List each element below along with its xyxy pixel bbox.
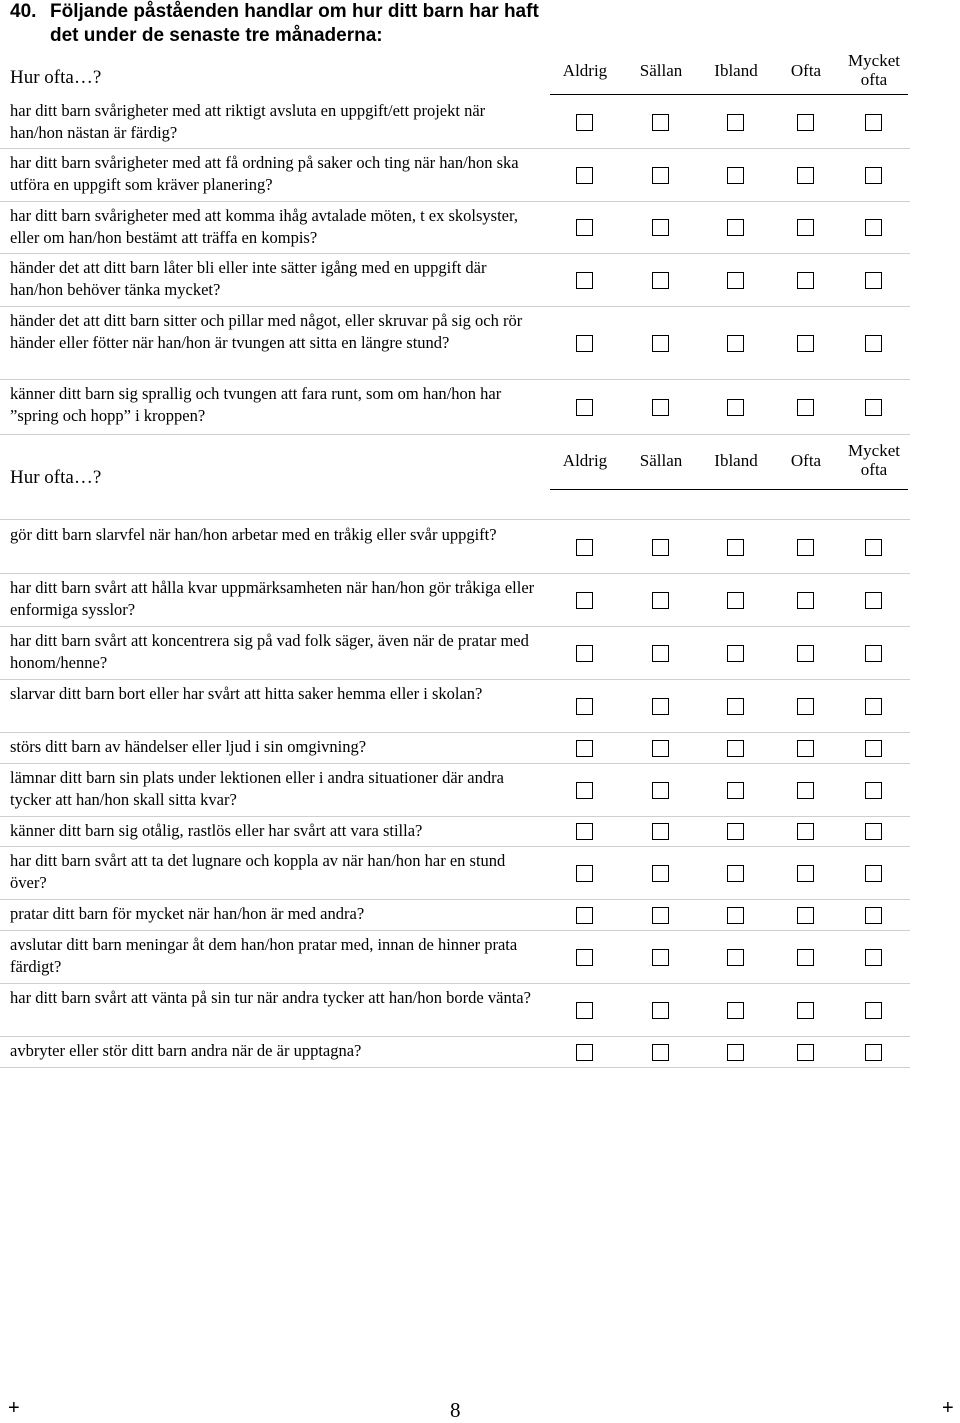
header-rule-1 (550, 94, 908, 95)
checkbox-ofta[interactable] (797, 167, 814, 184)
header-rule-2 (550, 489, 908, 490)
column-header-ibland: Ibland (714, 451, 758, 470)
question-row (0, 307, 910, 380)
checkbox-sällan[interactable] (652, 782, 669, 799)
checkbox-mycket-ofta[interactable] (865, 114, 882, 131)
question-row (0, 574, 910, 627)
checkbox-sällan[interactable] (652, 823, 669, 840)
question-text: känner ditt barn sig otålig, rastlös eller har svårt att vara stilla? (10, 821, 423, 840)
checkbox-mycket-ofta[interactable] (865, 399, 882, 416)
checkbox-mycket-ofta[interactable] (865, 272, 882, 289)
checkbox-ibland[interactable] (727, 272, 744, 289)
question-text: pratar ditt barn för mycket när han/hon är med andra? (10, 904, 365, 923)
checkbox-aldrig[interactable] (576, 823, 593, 840)
question-row (0, 764, 910, 817)
checkbox-ibland[interactable] (727, 740, 744, 757)
checkbox-ibland[interactable] (727, 1002, 744, 1019)
section2-label: Hur ofta…? (10, 467, 102, 488)
checkbox-ibland[interactable] (727, 114, 744, 131)
checkbox-aldrig[interactable] (576, 1002, 593, 1019)
checkbox-ibland[interactable] (727, 907, 744, 924)
footer-left-mark: + (8, 1397, 20, 1419)
checkbox-aldrig[interactable] (576, 782, 593, 799)
checkbox-ofta[interactable] (797, 539, 814, 556)
checkbox-ibland[interactable] (727, 1044, 744, 1061)
question-row (0, 254, 910, 307)
question-text: slarvar ditt barn bort eller har svårt att hitta saker hemma eller i skolan? (10, 684, 483, 703)
checkbox-mycket-ofta[interactable] (865, 865, 882, 882)
checkbox-sällan[interactable] (652, 740, 669, 757)
question-text: har ditt barn svårigheter med att komma ihåg avtalade möten, t ex skolsyster, eller om han/hon bestämt att träffa en kompis? (10, 206, 518, 247)
checkbox-ibland[interactable] (727, 167, 744, 184)
question-row (0, 847, 910, 900)
checkbox-sällan[interactable] (652, 865, 669, 882)
column-header-ofta: Ofta (790, 61, 822, 80)
column-header-sällan: Sällan (639, 451, 683, 470)
checkbox-sällan[interactable] (652, 907, 669, 924)
question-row (0, 900, 910, 931)
column-header-aldrig: Aldrig (562, 451, 608, 470)
checkbox-ofta[interactable] (797, 645, 814, 662)
column-header-mycket-ofta: Mycket ofta (848, 51, 900, 89)
question-row (0, 97, 910, 149)
checkbox-aldrig[interactable] (576, 1044, 593, 1061)
checkbox-ibland[interactable] (727, 335, 744, 352)
question-text: avslutar ditt barn meningar åt dem han/hon pratar med, innan de hinner prata färdigt? (10, 935, 518, 976)
checkbox-sällan[interactable] (652, 1002, 669, 1019)
checkbox-ibland[interactable] (727, 645, 744, 662)
checkbox-ibland[interactable] (727, 782, 744, 799)
checkbox-sällan[interactable] (652, 114, 669, 131)
checkbox-mycket-ofta[interactable] (865, 907, 882, 924)
question-row (0, 984, 910, 1037)
checkbox-sällan[interactable] (652, 219, 669, 236)
checkbox-aldrig[interactable] (576, 167, 593, 184)
column-header-sällan: Sällan (639, 61, 683, 80)
checkbox-aldrig[interactable] (576, 865, 593, 882)
checkbox-sällan[interactable] (652, 1044, 669, 1061)
checkbox-aldrig[interactable] (576, 399, 593, 416)
checkbox-ibland[interactable] (727, 219, 744, 236)
checkbox-sällan[interactable] (652, 335, 669, 352)
question-row (0, 931, 910, 984)
checkbox-sällan[interactable] (652, 592, 669, 609)
question-text: störs ditt barn av händelser eller ljud i sin omgivning? (10, 737, 367, 756)
checkbox-sällan[interactable] (652, 645, 669, 662)
question-text: har ditt barn svårigheter med att få ordning på saker och ting när han/hon ska utföra en uppgift som kräver planering? (10, 153, 519, 194)
checkbox-ibland[interactable] (727, 823, 744, 840)
checkbox-mycket-ofta[interactable] (865, 167, 882, 184)
question-text: lämnar ditt barn sin plats under lektionen eller i andra situationer där andra tycker att han/hon skall sitta kvar? (10, 768, 504, 809)
checkbox-aldrig[interactable] (576, 539, 593, 556)
question-row (0, 733, 910, 764)
question-row (0, 627, 910, 680)
checkbox-aldrig[interactable] (576, 114, 593, 131)
question-text: har ditt barn svårt att hålla kvar uppmärksamheten när han/hon gör tråkiga eller enformiga sysslor? (10, 578, 535, 619)
page-number: 8 (450, 1398, 461, 1422)
question-text: har ditt barn svårigheter med att riktigt avsluta en uppgift/ett projekt när han/hon nästan är färdig? (10, 101, 486, 142)
question-text: händer det att ditt barn sitter och pillar med något, eller skruvar på sig och rör händer eller fötter när han/hon är tvungen att sitta en längre stund? (10, 311, 523, 352)
question-text: händer det att ditt barn låter bli eller inte sätter igång med en uppgift där han/hon behöver tänka mycket? (10, 258, 487, 299)
checkbox-ofta[interactable] (797, 592, 814, 609)
question-text: har ditt barn svårt att vänta på sin tur när andra tycker att han/hon borde vänta? (10, 988, 531, 1007)
checkbox-ibland[interactable] (727, 865, 744, 882)
section2-top-rule (0, 519, 910, 520)
checkbox-aldrig[interactable] (576, 592, 593, 609)
checkbox-sällan[interactable] (652, 698, 669, 715)
checkbox-ibland[interactable] (727, 399, 744, 416)
checkbox-ofta[interactable] (797, 1002, 814, 1019)
column-header-ibland: Ibland (714, 61, 758, 80)
checkbox-ofta[interactable] (797, 740, 814, 757)
checkbox-ofta[interactable] (797, 219, 814, 236)
section1-label: Hur ofta…? (10, 67, 102, 88)
checkbox-aldrig[interactable] (576, 698, 593, 715)
row-divider (0, 434, 910, 435)
checkbox-mycket-ofta[interactable] (865, 782, 882, 799)
question-row (0, 521, 910, 574)
checkbox-ofta[interactable] (797, 907, 814, 924)
question-title: Följande påståenden handlar om hur ditt barn har haft det under de senaste tre månaderna: (50, 1, 539, 46)
question-row (0, 1037, 910, 1068)
checkbox-sällan[interactable] (652, 272, 669, 289)
checkbox-mycket-ofta[interactable] (865, 823, 882, 840)
checkbox-ofta[interactable] (797, 272, 814, 289)
column-header-ofta: Ofta (790, 451, 822, 470)
question-text: har ditt barn svårt att ta det lugnare och koppla av när han/hon har en stund över? (10, 851, 506, 892)
checkbox-mycket-ofta[interactable] (865, 1044, 882, 1061)
checkbox-mycket-ofta[interactable] (865, 592, 882, 609)
checkbox-mycket-ofta[interactable] (865, 539, 882, 556)
column-header-aldrig: Aldrig (562, 61, 608, 80)
question-number: 40. (10, 1, 37, 22)
checkbox-ofta[interactable] (797, 865, 814, 882)
question-row (0, 202, 910, 254)
checkbox-sällan[interactable] (652, 399, 669, 416)
checkbox-mycket-ofta[interactable] (865, 1002, 882, 1019)
checkbox-ofta[interactable] (797, 949, 814, 966)
checkbox-sällan[interactable] (652, 167, 669, 184)
checkbox-mycket-ofta[interactable] (865, 335, 882, 352)
footer-right-mark: + (942, 1397, 954, 1419)
checkbox-ofta[interactable] (797, 1044, 814, 1061)
checkbox-ofta[interactable] (797, 698, 814, 715)
checkbox-aldrig[interactable] (576, 335, 593, 352)
column-header-mycket-ofta: Mycket ofta (848, 441, 900, 479)
checkbox-ibland[interactable] (727, 698, 744, 715)
checkbox-aldrig[interactable] (576, 219, 593, 236)
question-row (0, 149, 910, 202)
checkbox-sällan[interactable] (652, 539, 669, 556)
question-text: känner ditt barn sig sprallig och tvungen att fara runt, som om han/hon har ”spring och hopp” i kroppen? (10, 384, 502, 425)
question-text: avbryter eller stör ditt barn andra när de är upptagna? (10, 1041, 362, 1060)
checkbox-ofta[interactable] (797, 782, 814, 799)
checkbox-aldrig[interactable] (576, 907, 593, 924)
row-divider (0, 1067, 910, 1068)
checkbox-ibland[interactable] (727, 539, 744, 556)
question-text: gör ditt barn slarvfel när han/hon arbetar med en tråkig eller svår uppgift? (10, 525, 497, 544)
checkbox-ofta[interactable] (797, 335, 814, 352)
checkbox-mycket-ofta[interactable] (865, 949, 882, 966)
checkbox-ibland[interactable] (727, 592, 744, 609)
checkbox-mycket-ofta[interactable] (865, 740, 882, 757)
checkbox-ofta[interactable] (797, 823, 814, 840)
question-text: har ditt barn svårt att koncentrera sig på vad folk säger, även när de pratar med honom/henne? (10, 631, 529, 672)
checkbox-sällan[interactable] (652, 949, 669, 966)
checkbox-ofta[interactable] (797, 114, 814, 131)
checkbox-aldrig[interactable] (576, 645, 593, 662)
checkbox-aldrig[interactable] (576, 272, 593, 289)
checkbox-ofta[interactable] (797, 399, 814, 416)
checkbox-mycket-ofta[interactable] (865, 698, 882, 715)
checkbox-aldrig[interactable] (576, 740, 593, 757)
checkbox-mycket-ofta[interactable] (865, 219, 882, 236)
checkbox-mycket-ofta[interactable] (865, 645, 882, 662)
checkbox-aldrig[interactable] (576, 949, 593, 966)
checkbox-ibland[interactable] (727, 949, 744, 966)
question-row (0, 680, 910, 733)
question-row (0, 817, 910, 847)
question-row (0, 380, 910, 435)
